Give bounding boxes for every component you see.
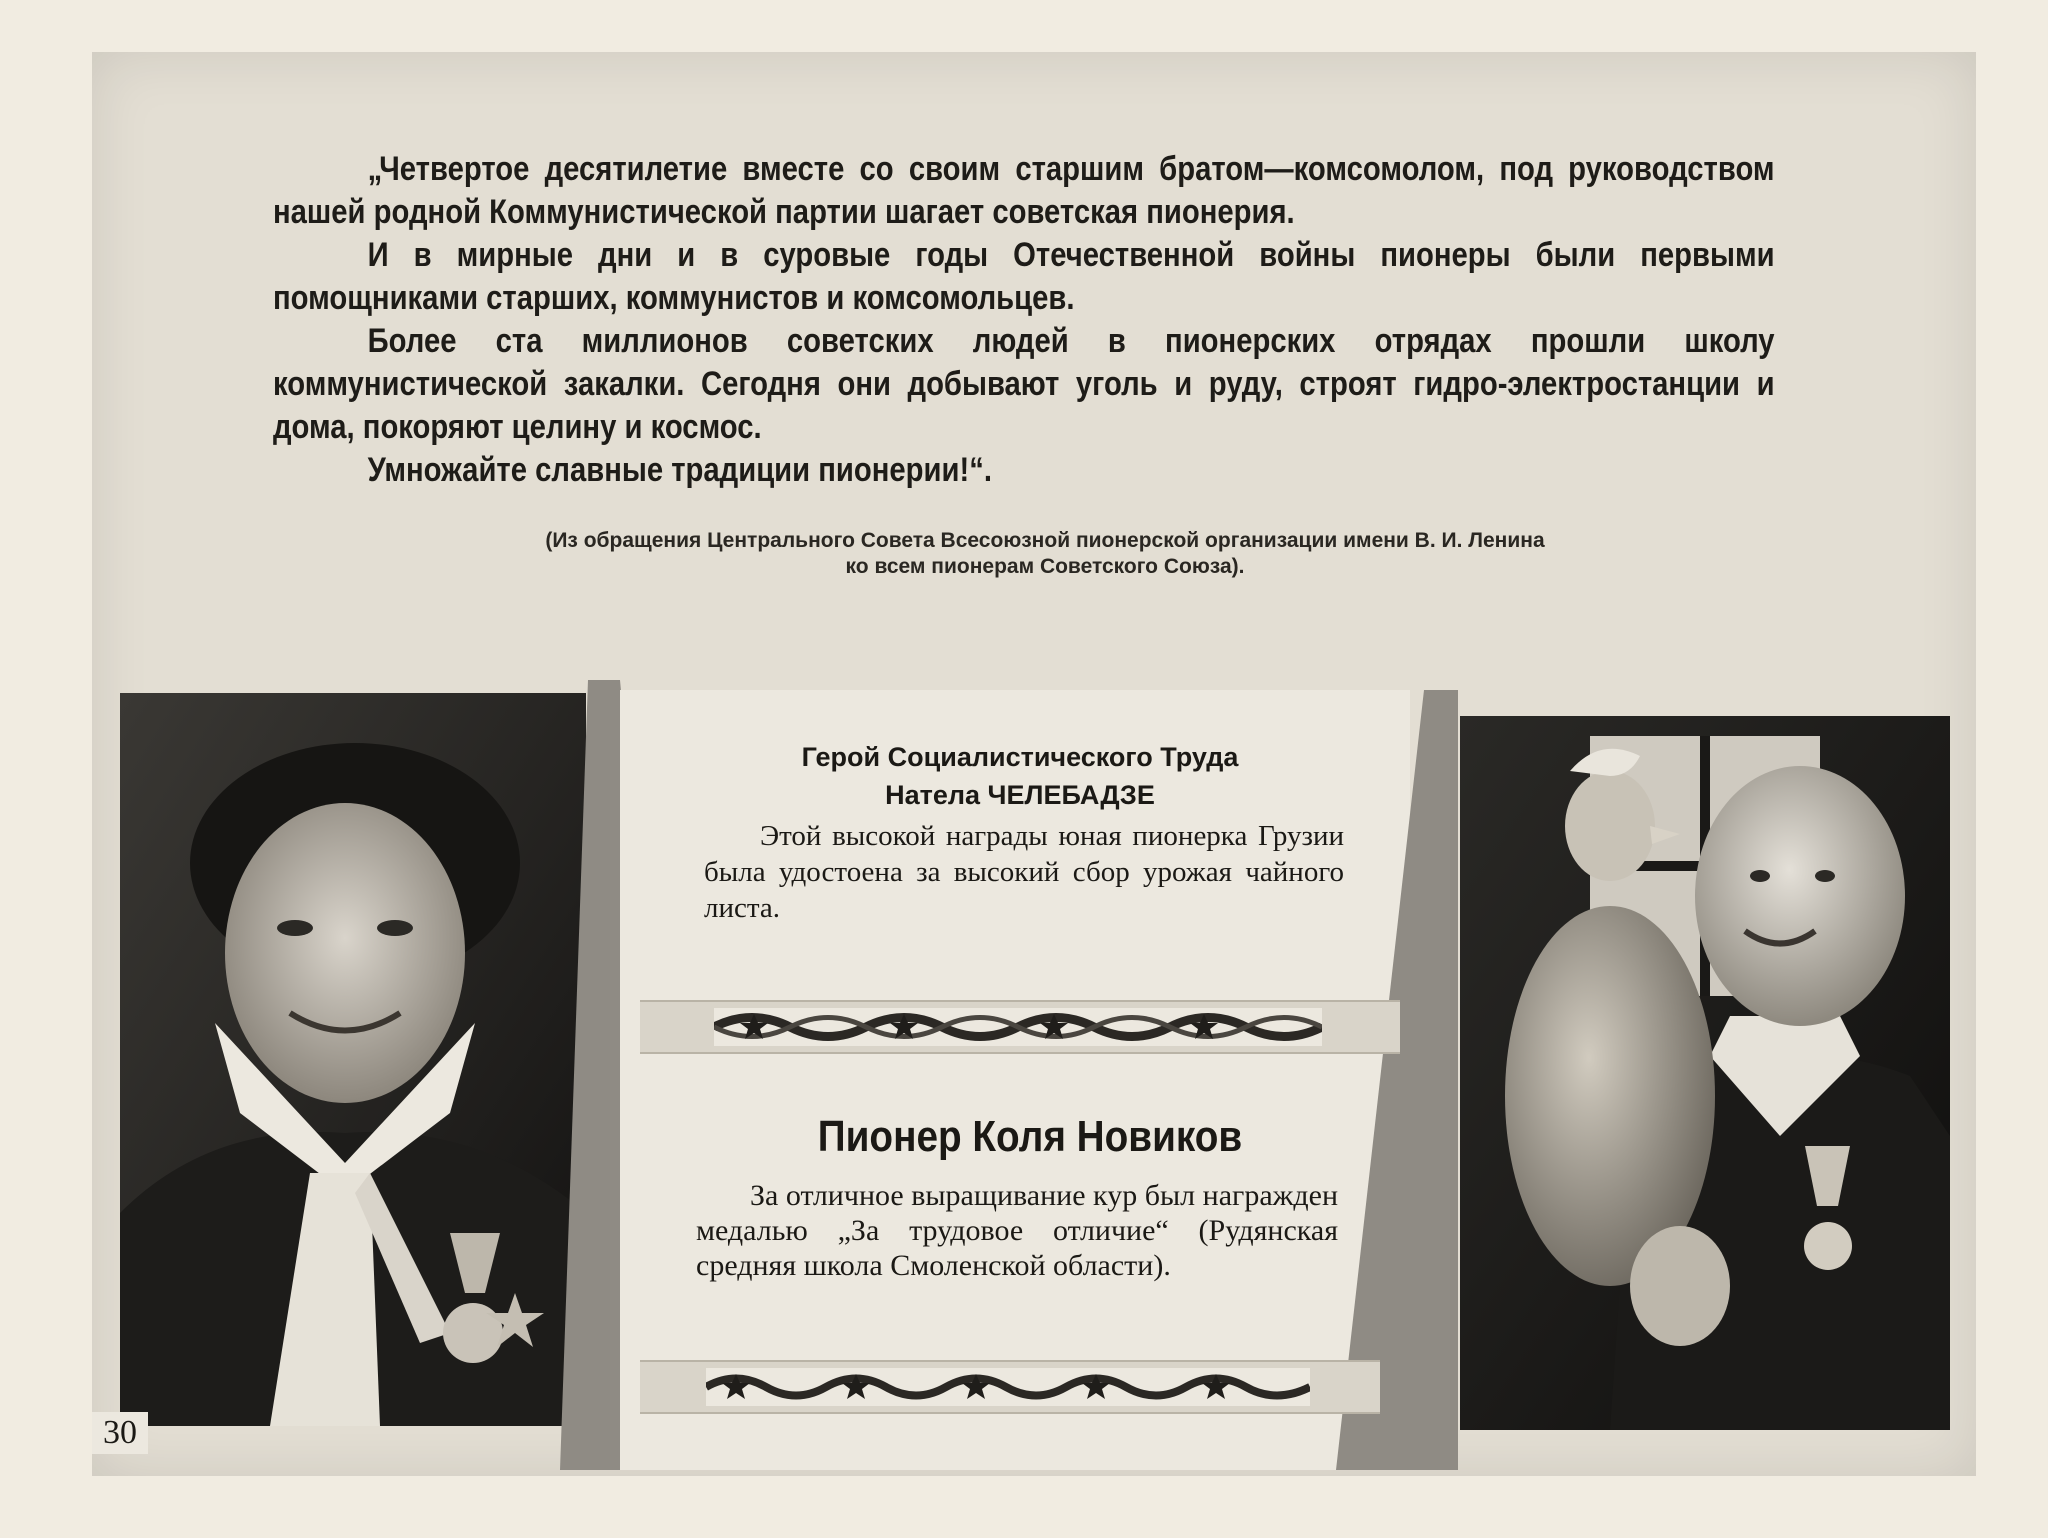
quote-paragraph-1: „Четвертое десятилетие вместе со своим старшим братом—комсомолом, под руководством нашей родной Коммунистической партии шагает советская пионерия.: [273, 150, 1775, 231]
pioneer-description: За отличное выращивание кур был награжден медалью „За трудовое отличие“ (Рудянская средняя школа Смоленской области).: [696, 1179, 1338, 1282]
hero-description: Этой высокой награды юная пионерка Грузии была удостоена за высокий сбор урожая чайного листа.: [704, 820, 1344, 924]
hero-title-line-1: Герой Социалистического Труда: [801, 742, 1239, 772]
source-line-2: ко всем пионерам Советского Союза).: [845, 555, 1245, 578]
ornament-band-bottom: [640, 1360, 1380, 1414]
appeal-quote: [273, 148, 1775, 492]
right-wedge-panel: [1336, 690, 1458, 1470]
star-ribbon-ornament: [706, 1368, 1310, 1406]
star-ribbon-ornament: [714, 1008, 1322, 1046]
girl-portrait-illustration: [120, 693, 586, 1426]
page-number: 30: [92, 1412, 148, 1454]
quote-paragraph-4: Умножайте славные традиции пионерии!“.: [367, 451, 992, 489]
source-line-1: (Из обращения Центрального Совета Всесоюзной пионерской организации имени В. И. Ленина: [545, 529, 1545, 552]
boy-with-rooster-illustration: [1460, 716, 1950, 1430]
pioneer-heading: Пионер Коля Новиков: [817, 1112, 1243, 1161]
portrait-photo-novikov: [1460, 716, 1950, 1430]
hero-heading: [760, 738, 1280, 814]
ornament-band-top: [640, 1000, 1400, 1054]
hero-title-line-2: Натела ЧЕЛЕБАДЗЕ: [885, 780, 1155, 810]
quote-source: [420, 528, 1670, 580]
quote-paragraph-3: Более ста миллионов советских людей в пионерских отрядах прошли школу коммунистической закалки. Сегодня они добывают уголь и руду, строят гидро-электростанции и дома, покоряют целину и космос.: [273, 322, 1775, 446]
portrait-photo-chelebadze: [120, 693, 586, 1426]
quote-paragraph-2: И в мирные дни и в суровые годы Отечественной войны пионеры были первыми помощниками старших, коммунистов и комсомольцев.: [273, 236, 1775, 317]
